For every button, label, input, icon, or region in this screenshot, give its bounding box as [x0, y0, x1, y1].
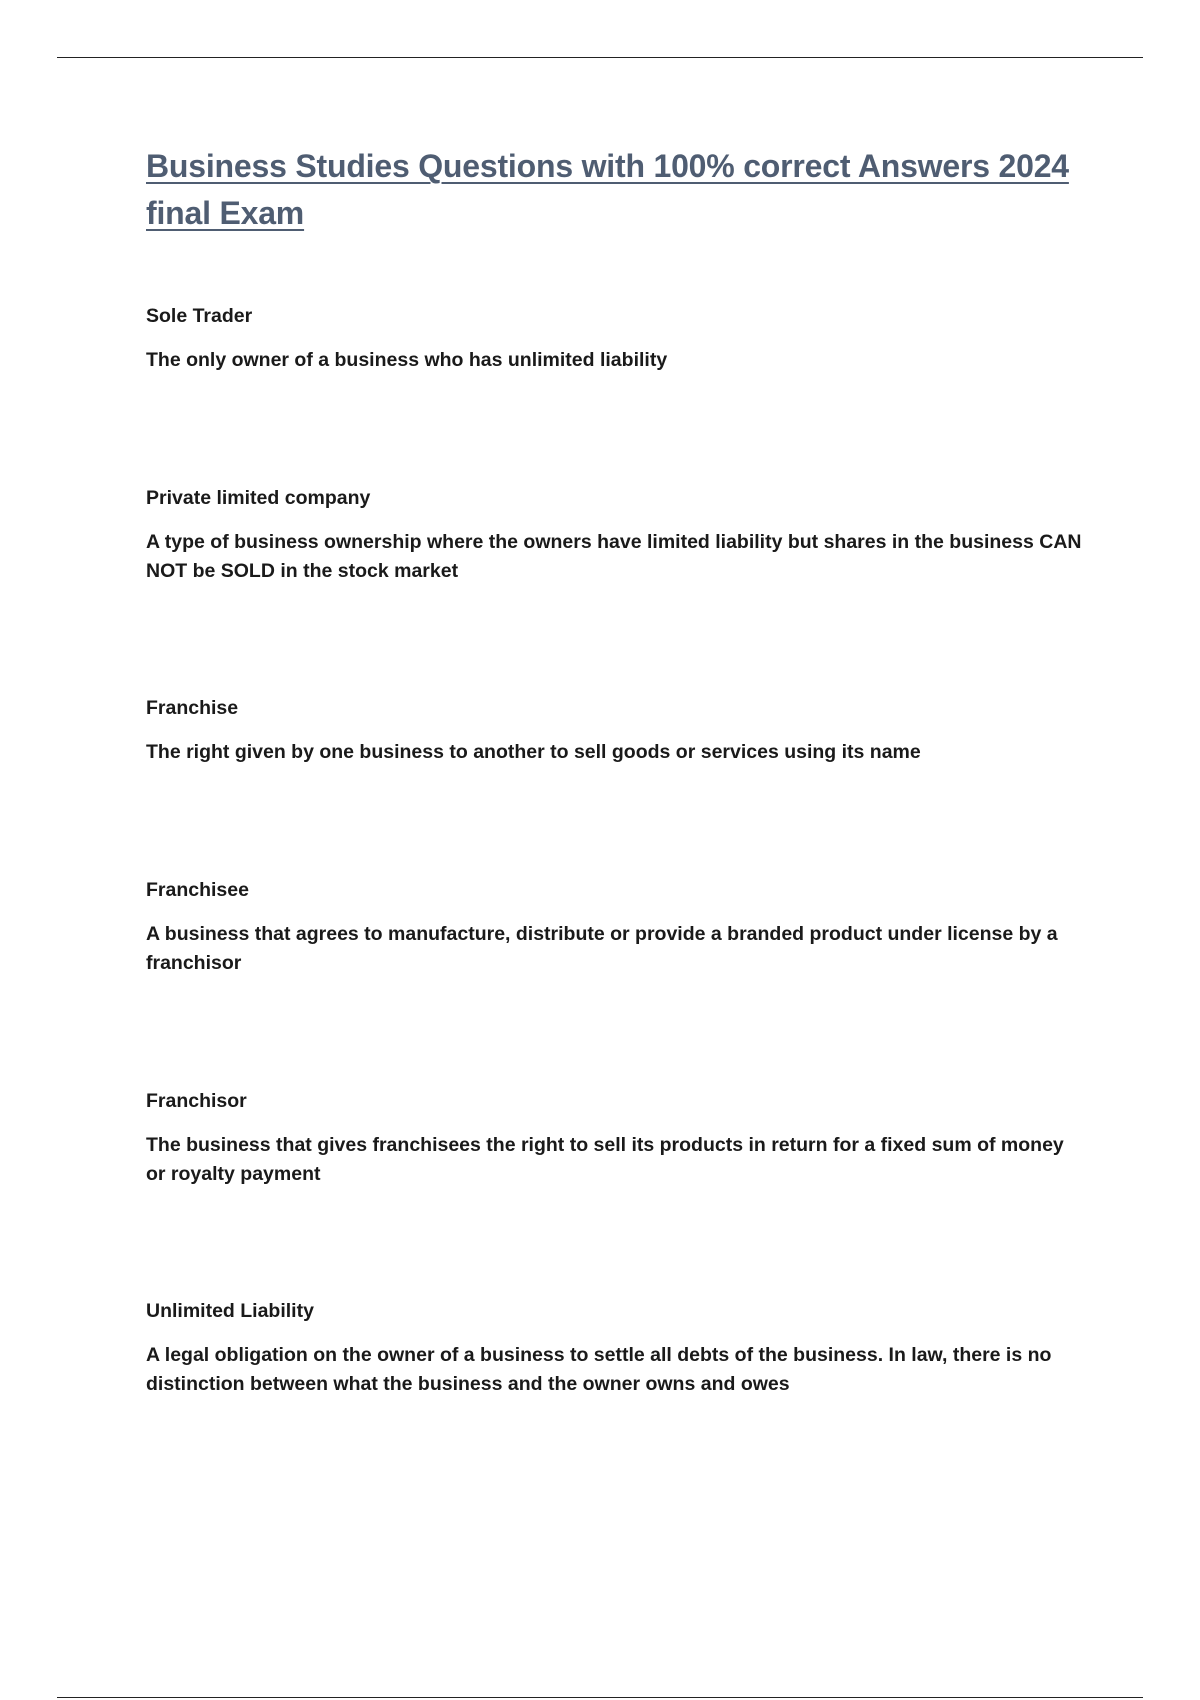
- entry-term: Unlimited Liability: [146, 1300, 314, 1322]
- entry-term: Private limited company: [146, 487, 371, 509]
- entry-definition: The right given by one business to another to sell goods or services using its name: [146, 741, 921, 763]
- footer-divider: [57, 1697, 1143, 1698]
- entry-term: Franchise: [146, 697, 239, 719]
- entry-definition: The business that gives franchisees the right to sell its products in return for a fixed sum of money or royalty payment: [146, 1134, 1064, 1185]
- document-title: Business Studies Questions with 100% correct Answers 2024 final Exam: [146, 148, 1069, 231]
- entry-definition: A legal obligation on the owner of a business to settle all debts of the business. In law, there is no distinction between what the business and the owner owns and owes: [146, 1344, 1052, 1395]
- entry-definition: A business that agrees to manufacture, distribute or provide a branded product under license by a franchisor: [146, 923, 1058, 974]
- entry-term: Franchisee: [146, 879, 249, 901]
- entry-unlimited-liability: [146, 1297, 1086, 1399]
- entry-franchisor: [146, 1087, 1086, 1189]
- entry-sole-trader: [146, 302, 1086, 375]
- entry-franchise: [146, 694, 1086, 767]
- header-divider: [57, 57, 1143, 58]
- entry-franchisee: [146, 876, 1086, 978]
- entry-term: Franchisor: [146, 1090, 247, 1112]
- entry-definition: The only owner of a business who has unlimited liability: [146, 349, 668, 371]
- entry-term: Sole Trader: [146, 305, 253, 327]
- entry-private-limited-company: [146, 484, 1086, 586]
- entry-definition: A type of business ownership where the owners have limited liability but shares in the business CAN NOT be SOLD in the stock market: [146, 531, 1082, 582]
